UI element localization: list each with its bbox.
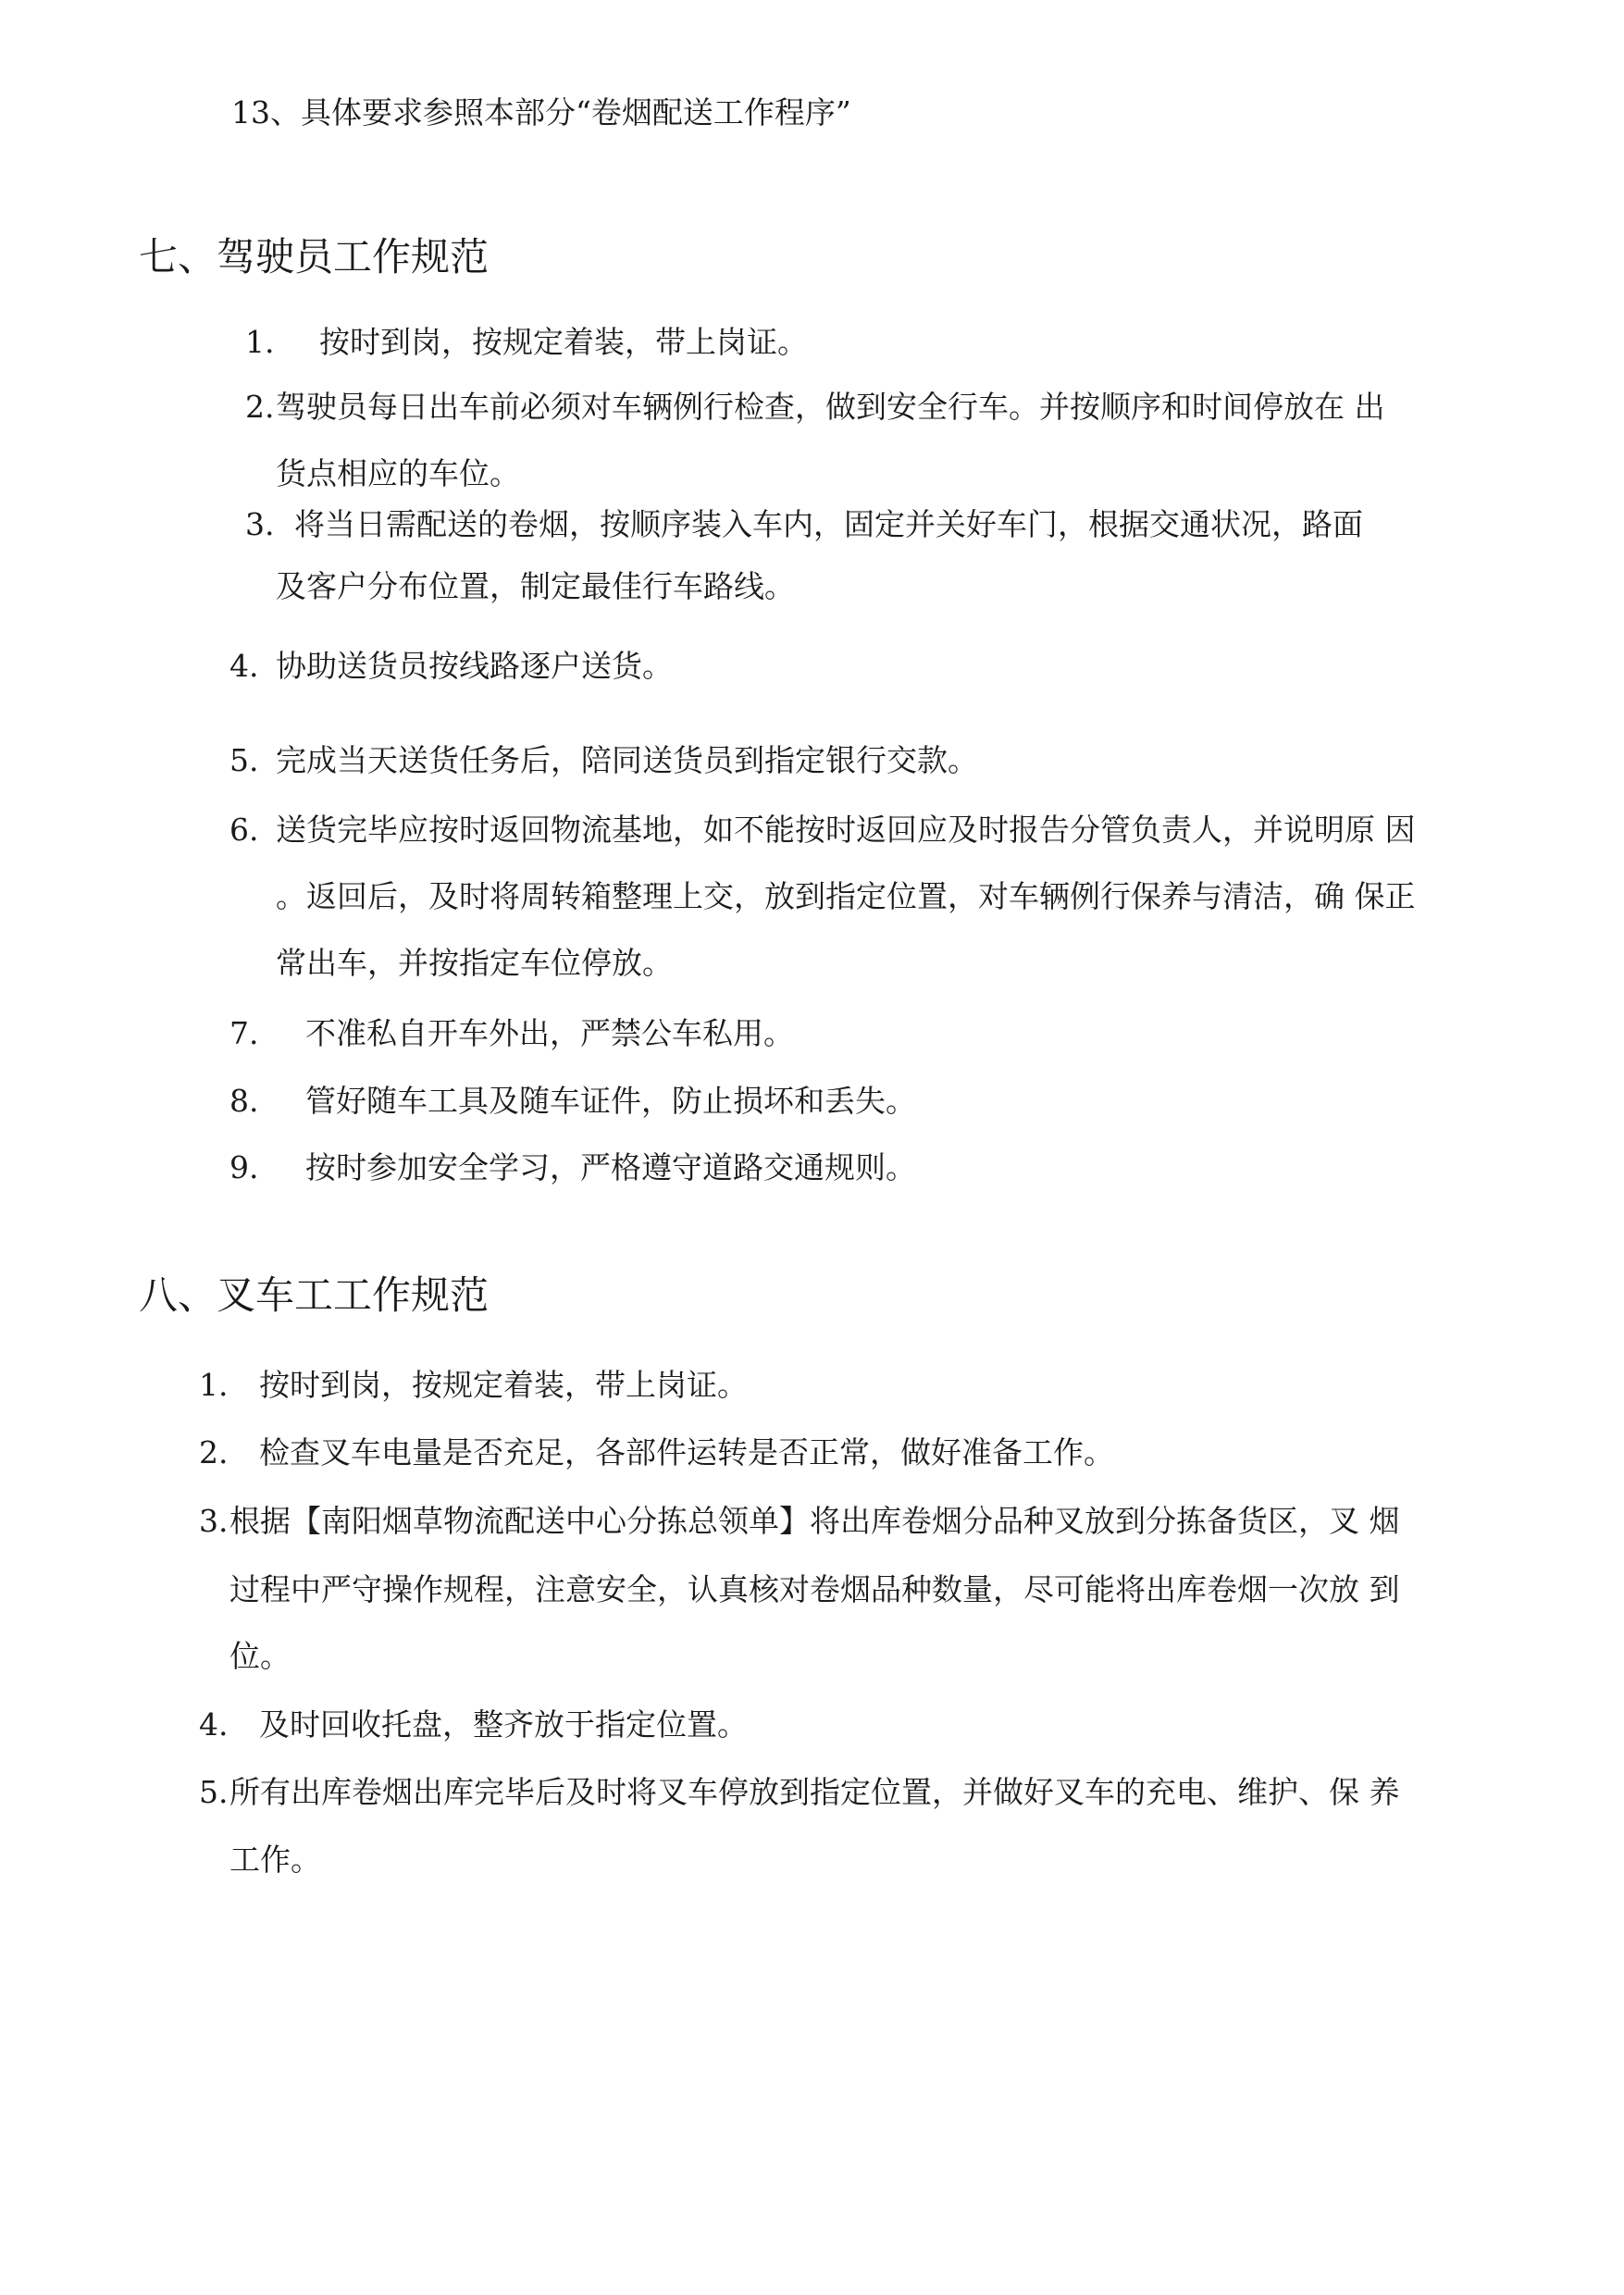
- s7-item-8-text: 管好随车工具及随车证件，防止损坏和丢失。: [305, 1083, 916, 1119]
- s7-item-5-number: 5.: [229, 742, 259, 778]
- s8-item-3-line-2: 过程中严守操作规程，注意安全，认真核对卷烟品种数量，尽可能将出库卷烟一次放 到: [229, 1571, 1400, 1607]
- s7-item-6-line-3: 常出车，并按指定车位停放。: [276, 945, 673, 981]
- s7-item-6-line-2: 。返回后，及时将周转箱整理上交，放到指定位置，对车辆例行保养与清洁，确 保正: [276, 878, 1416, 914]
- s7-item-1-number: 1.: [245, 324, 275, 360]
- s7-item-6-number: 6.: [229, 812, 259, 848]
- s8-item-3-number: 3.: [199, 1503, 229, 1539]
- s7-item-7-number: 7.: [229, 1015, 259, 1051]
- s7-item-3-number: 3.: [245, 506, 275, 542]
- s7-item-8-number: 8.: [229, 1083, 259, 1119]
- s7-item-2-line-1: 驾驶员每日出车前必须对车辆例行检查，做到安全行车。并按顺序和时间停放在 出: [276, 389, 1385, 425]
- s8-item-5-line-2: 工作。: [229, 1842, 321, 1878]
- s7-item-6-line-1: 送货完毕应按时返回物流基地，如不能按时返回应及时报告分管负责人，并说明原 因: [276, 812, 1416, 848]
- s7-item-9-text: 按时参加安全学习，严格遵守道路交通规则。: [305, 1149, 916, 1185]
- s8-item-4-text: 及时回收托盘，整齐放于指定位置。: [259, 1706, 748, 1743]
- s8-item-3-line-3: 位。: [229, 1638, 291, 1674]
- s7-item-3-line-1: 将当日需配送的卷烟，按顺序装入车内，固定并关好车门，根据交通状况，路面: [294, 506, 1363, 542]
- s7-item-7-text: 不准私自开车外出，严禁公车私用。: [305, 1015, 794, 1051]
- s7-item-2-number: 2.: [245, 389, 275, 425]
- s8-item-2-number: 2.: [199, 1434, 229, 1470]
- s8-item-5-line-1: 所有出库卷烟出库完毕后及时将叉车停放到指定位置，并做好叉车的充电、维护、保 养: [229, 1774, 1400, 1810]
- s7-item-5-text: 完成当天送货任务后，陪同送货员到指定银行交款。: [276, 742, 978, 778]
- s8-item-4-number: 4.: [199, 1706, 229, 1743]
- section-8-heading: 八、叉车工工作规范: [139, 1272, 490, 1318]
- s8-item-3-line-1: 根据【南阳烟草物流配送中心分拣总领单】将出库卷烟分品种叉放到分拣备货区，叉 烟: [229, 1503, 1400, 1539]
- s8-item-5-number: 5.: [199, 1774, 229, 1810]
- s8-item-1-number: 1.: [199, 1367, 229, 1403]
- s7-item-2-line-2: 货点相应的车位。: [276, 455, 520, 491]
- s8-item-1-text: 按时到岗，按规定着装，带上岗证。: [259, 1367, 748, 1403]
- s7-item-9-number: 9.: [229, 1149, 259, 1185]
- s8-item-2-text: 检查叉车电量是否充足，各部件运转是否正常，做好准备工作。: [259, 1434, 1114, 1470]
- intro-line: 13、具体要求参照本部分“卷烟配送工作程序”: [231, 94, 851, 130]
- s7-item-3-line-2: 及客户分布位置，制定最佳行车路线。: [276, 568, 795, 604]
- section-7-heading: 七、驾驶员工作规范: [139, 234, 490, 279]
- s7-item-4-number: 4.: [229, 648, 259, 684]
- s7-item-1-text: 按时到岗，按规定着装，带上岗证。: [319, 324, 808, 360]
- s7-item-4-text: 协助送货员按线路逐户送货。: [276, 648, 673, 684]
